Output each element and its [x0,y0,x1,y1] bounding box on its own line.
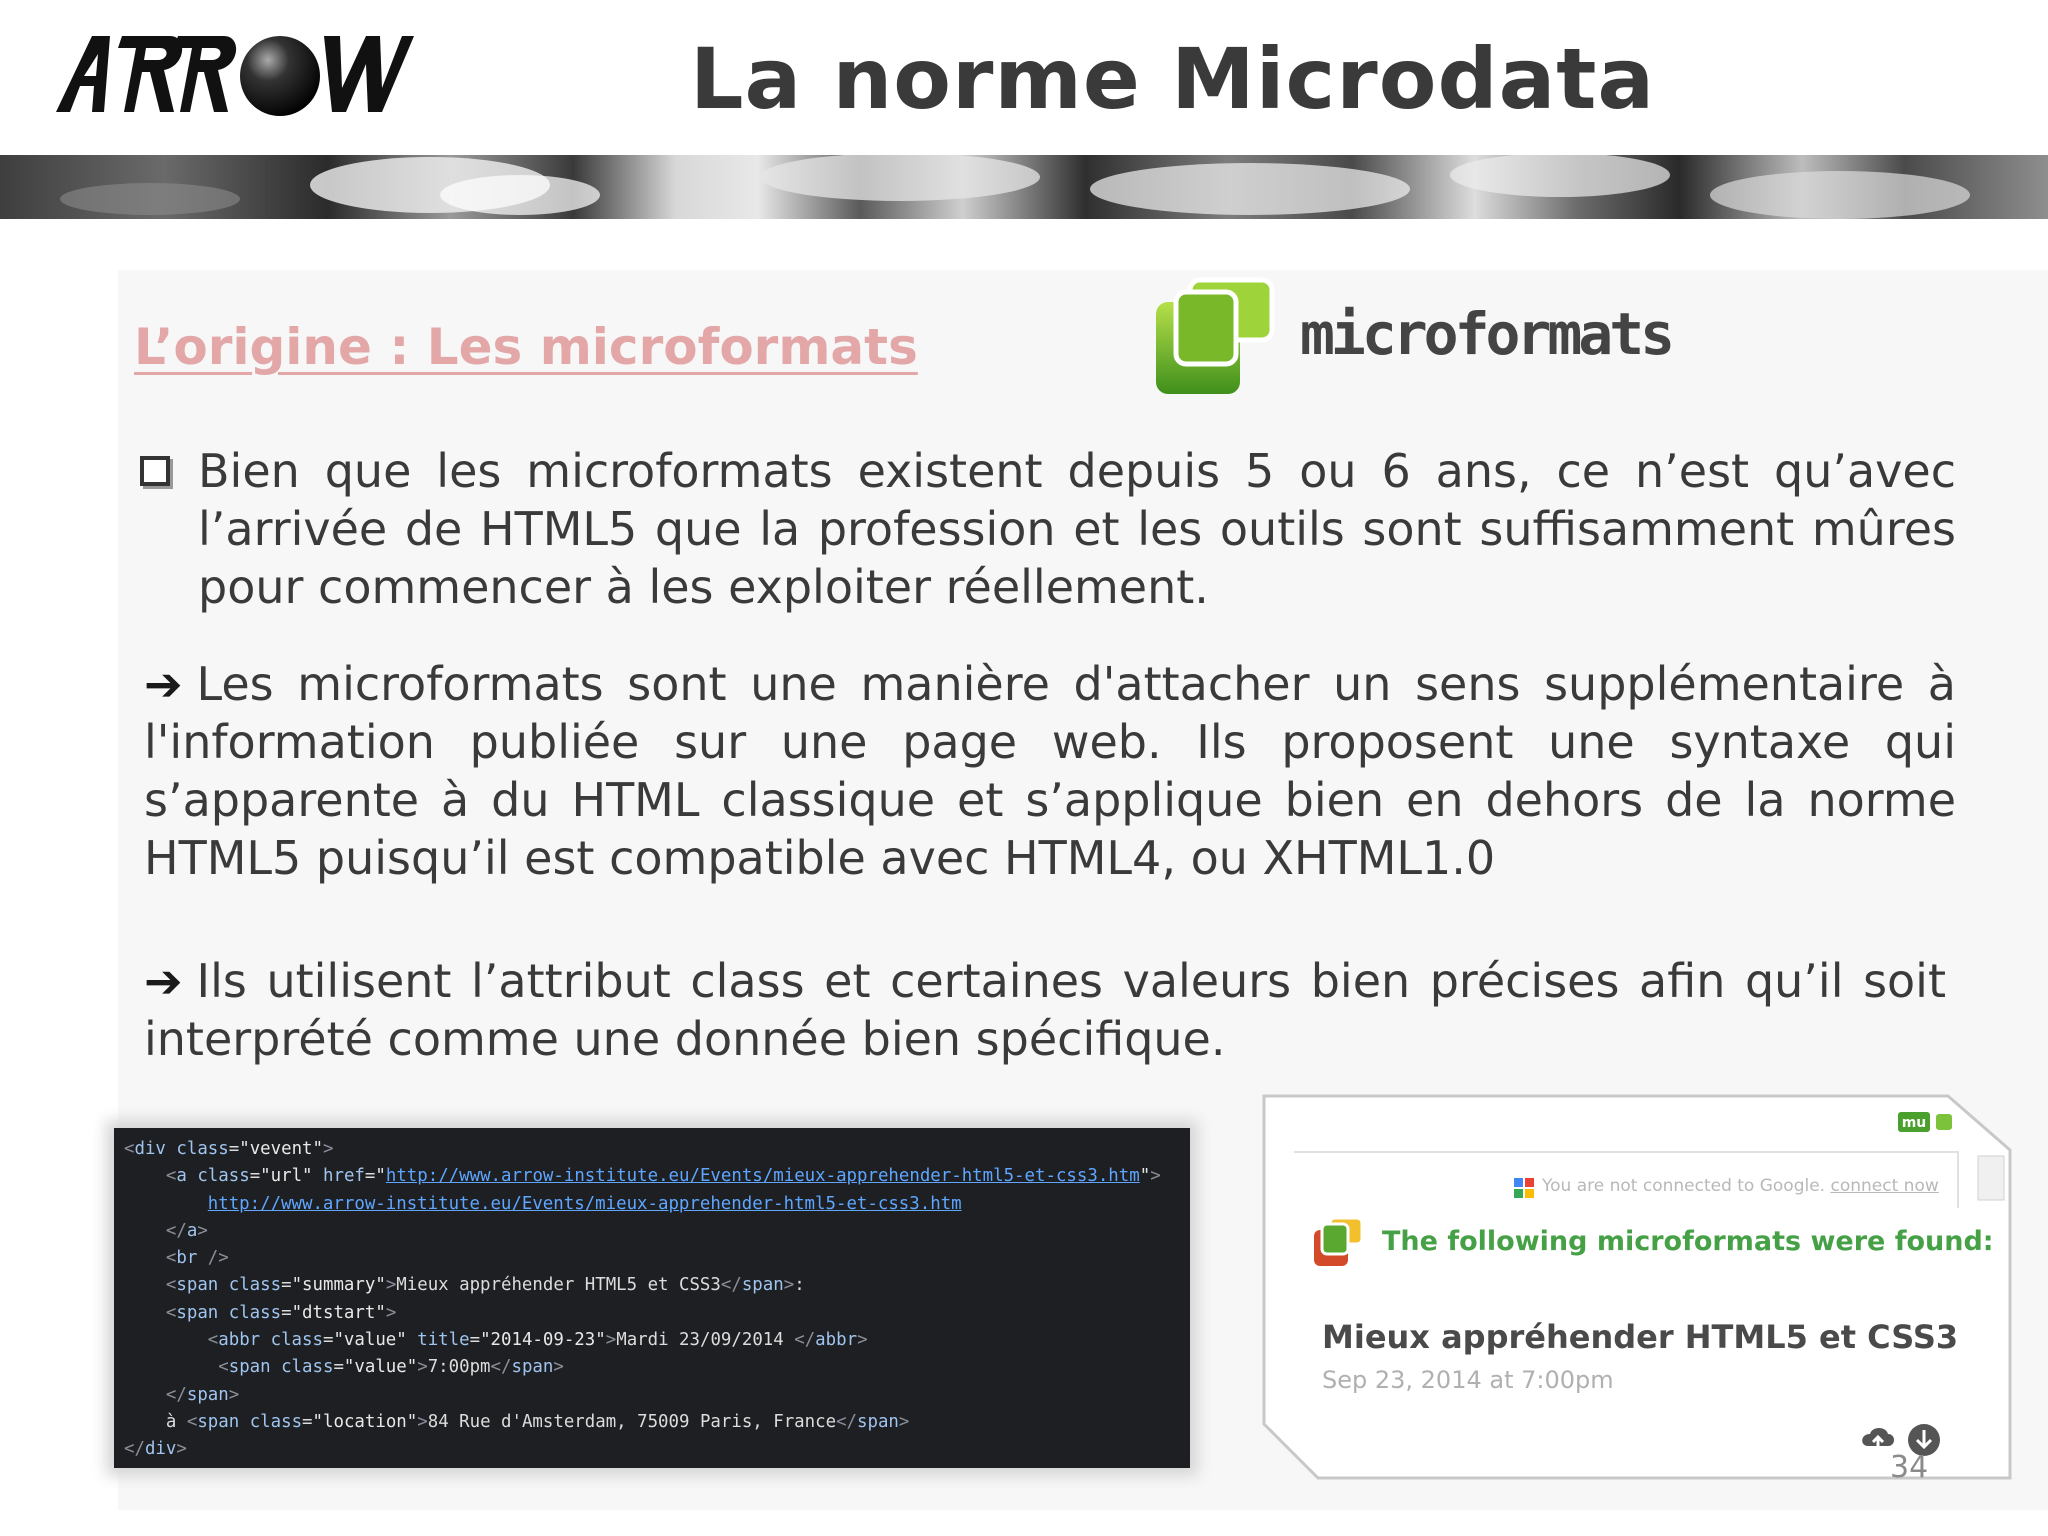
code-screenshot: <div class="vevent"> <a class="url" href="http://www.arrow-institute.eu/Events/mieux-apprehender-html5-et-css3.htm"> http://www.arrow-institute.eu/Events/mieux-apprehender-html5-et-css3.htm </a> <br /> <span class="summary">Mieux appréhender HTML5 et CSS3</span>: <span class="dtstart"> <abbr class="value" title="2014-09-23">Mardi 23/09/2014 </abbr> <span class="value">7:00pm</span> </span> à <span class="location">84 Rue d'Amsterdam, 75009 Paris, France</span> </div> [114,1128,1190,1468]
page-number: 34 [1890,1450,1929,1485]
paragraph-class-text: Ils utilisent l’attribut class et certaines valeurs bien précises afin qu’il soit interprété comme une donnée bien spécifique. [144,954,1946,1066]
paragraph-origin: Bien que les microformats existent depuis 5 ou 6 ans, ce n’est qu’avec l’arrivée de HTML5 que la profession et les outils sont suffisamment mûres pour commencer à les exploiter réellement. [198,444,1956,614]
arrow-logo [52,28,414,118]
connect-now-link[interactable]: connect now [1830,1176,1939,1196]
cloud-banner [0,155,2048,219]
microformats-small-icon [1312,1216,1364,1268]
code-time-text: 7:00pm [427,1357,491,1378]
cloud-upload-icon[interactable] [1862,1428,1894,1450]
microformats-found-panel [1258,1088,2016,1484]
checkbox-bullet-icon [140,456,170,486]
found-event-date: Sep 23, 2014 at 7:00pm [1322,1366,1614,1394]
arrow-logo-graphic [52,28,414,118]
code-link-href: http://www.arrow-institute.eu/Events/mieux-apprehender-html5-et-css3.htm [385,1166,1140,1187]
section-subtitle: L’origine : Les microformats [134,318,918,376]
arrow-right-icon: ➔ [144,657,183,711]
microformats-wordmark: microformats [1300,300,1672,368]
mu-badge-text: mu [1901,1115,1927,1131]
microformats-icon [1150,272,1280,402]
slide-title: La norme Microdata [690,30,1656,128]
paragraph-definition-text: Les microformats sont une manière d'attacher un sens supplémentaire à l'information publiée sur une page web. Ils proposent une syntaxe qui s’apparente à du HTML classique et s’applique bien en dehors de la norme HTML5 puisqu’il est compatible avec HTML4, ou XHTML1.0 [144,657,1956,885]
code-date-text: Mardi 23/09/2014 [616,1330,795,1351]
arrow-right-icon: ➔ [144,954,183,1008]
found-heading: The following microformats were found: [1382,1226,1994,1257]
microformats-logo [1150,272,1672,402]
code-link-text: http://www.arrow-institute.eu/Events/mieux-apprehender-html5-et-css3.htm [207,1193,962,1214]
mu-badge-icon [1898,1110,1958,1132]
paragraph-class-attribute [144,952,1946,1068]
found-event-title[interactable]: Mieux appréhender HTML5 et CSS3 [1322,1318,1959,1356]
code-date-title: 2014-09-23 [490,1330,596,1351]
connect-text: You are not connected to Google. [1542,1176,1826,1196]
google-connect-notice [1542,1176,1939,1196]
code-location-prefix: à [165,1411,187,1432]
code-summary: Mieux appréhender HTML5 et CSS3 [396,1275,721,1296]
code-location: 84 Rue d'Amsterdam, 75009 Paris, France [427,1411,837,1432]
google-icon [1514,1178,1534,1198]
paragraph-definition [144,655,1956,887]
